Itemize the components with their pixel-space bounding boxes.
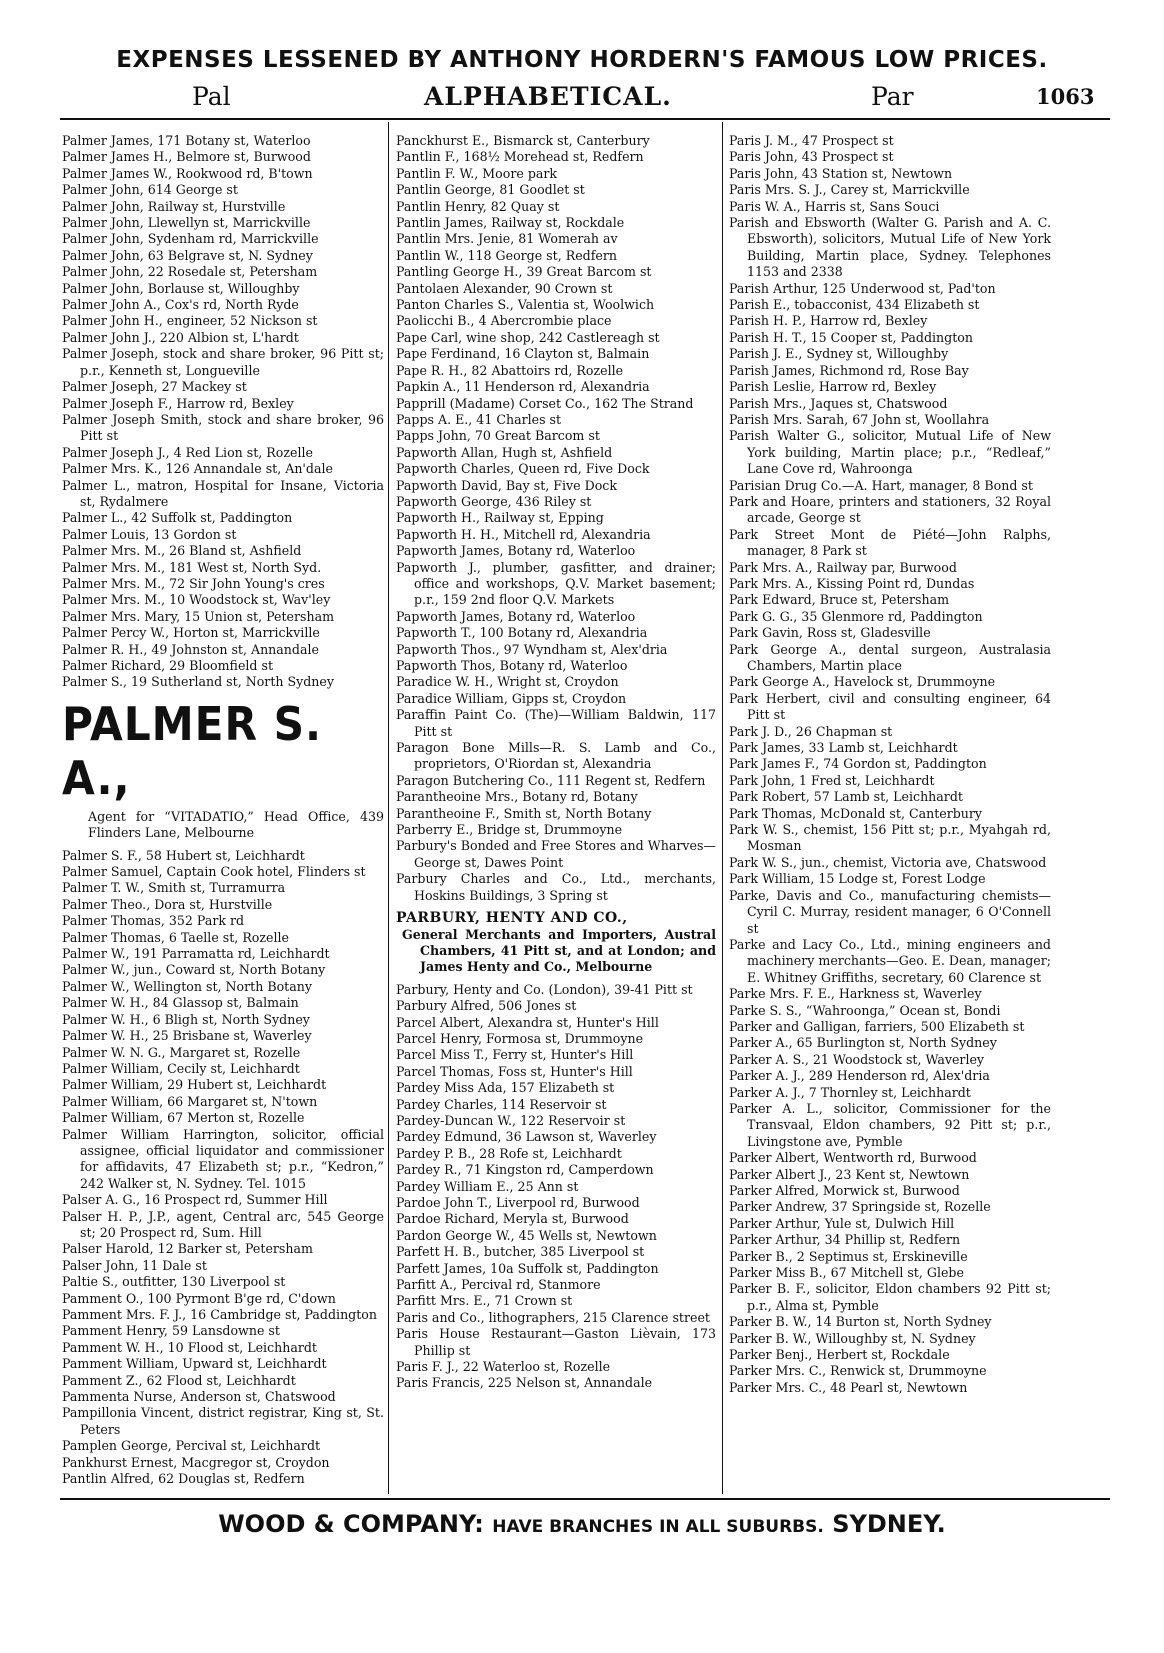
directory-entry: Palmer John, Llewellyn st, Marrickville	[62, 215, 311, 231]
column-2	[396, 133, 716, 1392]
directory-entry: Parfett James, 10a Suffolk st, Paddington	[396, 1260, 659, 1276]
directory-entry: Palmer Mrs. M., 181 West st, North Syd.	[62, 559, 322, 575]
directory-entry: Palmer Louis, 13 Gordon st	[62, 526, 237, 542]
directory-entry: Palser John, 11 Dale st	[62, 1257, 207, 1273]
directory-entry: Parish J. E., Sydney st, Willoughby	[729, 346, 949, 362]
header-title: ALPHABETICAL.	[424, 82, 672, 111]
directory-entry: Paris and Co., lithographers, 215 Clarence street	[396, 1309, 710, 1325]
directory-entry: Papworth J., plumber, gasfitter, and drainer; office and workshops, Q.V. Market basement; p.r., 159 2nd floor Q.V. Markets	[396, 559, 716, 608]
directory-entry: Pantolaen Alexander, 90 Crown st	[396, 280, 613, 296]
directory-entry: Paris W. A., Harris st, Sans Souci	[729, 198, 940, 214]
directory-entry: Park John, 1 Fred st, Leichhardt	[729, 772, 935, 788]
column-divider-left	[388, 122, 389, 1494]
directory-entry: Parbury Alfred, 506 Jones st	[396, 998, 577, 1014]
directory-entry: Parker B., 2 Septimus st, Erskineville	[729, 1248, 968, 1264]
directory-entry: Palmer W. H., 25 Brisbane st, Waverley	[62, 1028, 312, 1044]
directory-entry: Park J. D., 26 Chapman st	[729, 723, 893, 739]
directory-entry: Palmer Joseph Smith, stock and share broker, 96 Pitt st	[62, 411, 384, 444]
directory-entry: Parke S. S., “Wahroonga,” Ocean st, Bondi	[729, 1002, 1001, 1018]
directory-entry: Parbury, Henty and Co. (London), 39-41 Pitt st	[396, 981, 693, 997]
directory-entry: Parker Mrs. C., 48 Pearl st, Newtown	[729, 1379, 968, 1395]
directory-entry: Parke and Lacy Co., Ltd., mining engineers and machinery merchants—Geo. E. Dean, manager; E. Whitney Griffiths, secretary, 60 Clarence st	[729, 936, 1051, 985]
directory-entry: Parish Arthur, 125 Underwood st, Pad'ton	[729, 280, 996, 296]
directory-entry: Pantlin F. W., Moore park	[396, 165, 558, 181]
column-divider-right	[722, 122, 723, 1494]
directory-entry: Pape Ferdinand, 16 Clayton st, Balmain	[396, 346, 650, 362]
column-1	[62, 133, 384, 1487]
column-2-entries	[396, 133, 716, 904]
directory-entry: Pamment O., 100 Pyrmont B'ge rd, C'down	[62, 1290, 336, 1306]
directory-entry: Parker Miss B., 67 Mitchell st, Glebe	[729, 1265, 964, 1281]
parbury-advert-name: PARBURY, HENTY AND CO.,	[396, 910, 628, 927]
directory-entry: Park Robert, 57 Lamb st, Leichhardt	[729, 789, 963, 805]
directory-entry: Palmer W. H., 6 Bligh st, North Sydney	[62, 1011, 310, 1027]
directory-entry: Palmer Thomas, 6 Taelle st, Rozelle	[62, 929, 289, 945]
directory-entry: Park William, 15 Lodge st, Forest Lodge	[729, 871, 986, 887]
directory-entry: Papworth George, 436 Riley st	[396, 493, 592, 509]
directory-entry: Pampillonia Vincent, district registrar, King st, St. Peters	[62, 1405, 384, 1437]
directory-entry: Park Herbert, civil and consulting engineer, 64 Pitt st	[729, 690, 1051, 723]
directory-entry: Palmer L., 42 Suffolk st, Paddington	[62, 510, 293, 526]
directory-entry: Parish Walter G., solicitor, Mutual Life of New York building, Martin place; p.r., “Redleaf,” Lane Cove rd, Wahroonga	[729, 428, 1051, 477]
directory-entry: Palmer William Harrington, solicitor, official assignee, official liquidator and commissioner for affidavits, 47 Elizabeth st; p.r., “Kedron,” 242 Walker st, N. Sydney. Tel. 1015	[62, 1126, 384, 1191]
directory-entry: Parker A. L., solicitor, Commissioner for the Transvaal, Eldon chambers, 92 Pitt st; p.r., Livingstone ave, Pymble	[729, 1100, 1051, 1149]
directory-entry: Pape Carl, wine shop, 242 Castlereagh st	[396, 329, 660, 345]
directory-entry: Papworth David, Bay st, Five Dock	[396, 477, 617, 493]
directory-entry: Papworth T., 100 Botany rd, Alexandria	[396, 625, 648, 641]
directory-entry: Parker and Galligan, farriers, 500 Elizabeth st	[729, 1018, 1025, 1034]
directory-entry: Palser A. G., 16 Prospect rd, Summer Hill	[62, 1192, 328, 1208]
directory-entry: Park George A., dental surgeon, Australasia Chambers, Martin place	[729, 641, 1051, 673]
directory-entry: Park Edward, Bruce st, Petersham	[729, 592, 950, 608]
directory-entry: Papworth James, Botany rd, Waterloo	[396, 608, 636, 624]
directory-entry: Pantlin Alfred, 62 Douglas st, Redfern	[62, 1471, 305, 1487]
directory-entry: Palmer James W., Rookwood rd, B'town	[62, 165, 313, 181]
directory-entry: Pardey P. B., 28 Rofe st, Leichhardt	[396, 1145, 622, 1161]
directory-entry: Palmer L., matron, Hospital for Insane, Victoria st, Rydalmere	[62, 477, 384, 509]
directory-entry: Park Street Mont de Piété—John Ralphs, manager, 8 Park st	[729, 526, 1051, 559]
directory-entry: Parantheoine F., Smith st, North Botany	[396, 805, 652, 821]
directory-entry: Palmer John, Sydenham rd, Marrickville	[62, 231, 319, 247]
directory-entry: Palmer Joseph, stock and share broker, 96 Pitt st; p.r., Kenneth st, Longueville	[62, 346, 384, 378]
directory-entry: Parish Mrs. Sarah, 67 John st, Woollahra	[729, 411, 990, 427]
directory-entry: Park Mrs. A., Kissing Point rd, Dundas	[729, 575, 975, 591]
directory-entry: Palmer John, 22 Rosedale st, Petersham	[62, 264, 318, 280]
column-1-entries	[62, 133, 384, 691]
directory-entry: Palmer Mrs. M., 10 Woodstock st, Wav'ley	[62, 592, 331, 608]
column-2-entries-continued	[396, 982, 716, 1392]
directory-entry: Pamment William, Upward st, Leichhardt	[62, 1356, 327, 1372]
directory-entry: Parker B. W., Willoughby st, N. Sydney	[729, 1330, 976, 1346]
directory-entry: Panton Charles S., Valentia st, Woolwich	[396, 297, 655, 313]
directory-entry: Park W. S., jun., chemist, Victoria ave, Chatswood	[729, 854, 1047, 870]
top-banner: EXPENSES LESSENED BY ANTHONY HORDERN'S FAMOUS LOW PRICES.	[116, 47, 1048, 73]
directory-entry: Parcel Albert, Alexandra st, Hunter's Hill	[396, 1014, 659, 1030]
directory-entry: Pantlin George, 81 Goodlet st	[396, 182, 585, 198]
directory-entry: Parantheoine Mrs., Botany rd, Botany	[396, 789, 638, 805]
directory-entry: Parker B. F., solicitor, Eldon chambers 92 Pitt st; p.r., Alma st, Pymble	[729, 1281, 1051, 1313]
directory-entry: Pammenta Nurse, Anderson st, Chatswood	[62, 1389, 336, 1405]
directory-entry: Pamment Henry, 59 Lansdowne st	[62, 1323, 280, 1339]
directory-entry: Parker Mrs. C., Renwick st, Drummoyne	[729, 1363, 987, 1379]
directory-entry: Paradice W. H., Wright st, Croydon	[396, 674, 619, 690]
directory-entry: Pantlin James, Railway st, Rockdale	[396, 215, 625, 231]
header-rule	[60, 118, 1110, 120]
directory-entry: Parbury Charles and Co., Ltd., merchants, Hoskins Buildings, 3 Spring st	[396, 871, 716, 903]
header-left-guide: Pal	[192, 82, 231, 111]
directory-entry: Parker A. S., 21 Woodstock st, Waverley	[729, 1051, 985, 1067]
directory-entry: Palmer W. H., 84 Glassop st, Balmain	[62, 995, 299, 1011]
directory-entry: Palmer Mrs. M., 72 Sir John Young's cres	[62, 575, 325, 591]
directory-entry: Parker Alfred, Morwick st, Burwood	[729, 1183, 960, 1198]
directory-entry: Parish H. T., 15 Cooper st, Paddington	[729, 329, 973, 345]
directory-entry: Parish and Ebsworth (Walter G. Parish and A. C. Ebsworth), solicitors, Mutual Life of New York Building, Martin place, Sydney. Telephones 1153 and 2338	[729, 215, 1051, 280]
palmer-advert-text: Agent for “VITADATIO,” Head Office, 439 Flinders Lane, Melbourne	[88, 808, 384, 841]
directory-entry: Palser Harold, 12 Barker st, Petersham	[62, 1241, 313, 1257]
directory-entry: Parish H. P., Harrow rd, Bexley	[729, 313, 928, 329]
directory-entry: Paolicchi B., 4 Abercrombie place	[396, 313, 612, 329]
directory-entry: Palmer Thomas, 352 Park rd	[62, 913, 245, 929]
directory-entry: Papworth Thos, Botany rd, Waterloo	[396, 658, 628, 673]
directory-entry: Pardey Edmund, 36 Lawson st, Waverley	[396, 1129, 657, 1145]
directory-entry: Parfett H. B., butcher, 385 Liverpool st	[396, 1244, 645, 1260]
directory-entry: Paris John, 43 Station st, Newtown	[729, 165, 953, 181]
directory-entry: Parfitt Mrs. E., 71 Crown st	[396, 1293, 573, 1309]
directory-entry: Pape R. H., 82 Abattoirs rd, Rozelle	[396, 362, 624, 378]
page-header	[60, 82, 1110, 118]
directory-entry: Parfitt A., Percival rd, Stanmore	[396, 1277, 601, 1293]
directory-entry: Papps A. E., 41 Charles st	[396, 411, 562, 427]
directory-entry: Pantlin Henry, 82 Quay st	[396, 198, 560, 214]
directory-entry: Pamment Mrs. F. J., 16 Cambridge st, Paddington	[62, 1307, 378, 1322]
directory-entry: Palmer John, 63 Belgrave st, N. Sydney	[62, 247, 313, 263]
directory-entry: Palmer T. W., Smith st, Turramurra	[62, 880, 286, 896]
directory-entry: Pardey-Duncan W., 122 Reservoir st	[396, 1112, 626, 1128]
directory-entry: Palmer John, 614 George st	[62, 182, 238, 198]
directory-entry: Palmer Joseph F., Harrow rd, Bexley	[62, 395, 294, 411]
directory-entry: Pantlin Mrs. Jenie, 81 Womerah av	[396, 231, 618, 247]
directory-entry: Papworth Charles, Queen rd, Five Dock	[396, 461, 650, 477]
directory-entry: Parish E., tobacconist, 434 Elizabeth st	[729, 297, 980, 313]
page-footer	[0, 1509, 1164, 1542]
directory-entry: Pardey Charles, 114 Reservoir st	[396, 1096, 607, 1112]
directory-entry: Palmer William, 67 Merton st, Rozelle	[62, 1110, 305, 1126]
directory-entry: Paris F. J., 22 Waterloo st, Rozelle	[396, 1359, 611, 1375]
directory-entry: Palmer S. F., 58 Hubert st, Leichhardt	[62, 847, 305, 863]
directory-entry: Pantlin F., 168½ Morehead st, Redfern	[396, 149, 644, 165]
directory-entry: Parker Arthur, 34 Phillip st, Redfern	[729, 1232, 961, 1248]
header-right-guide: Par	[871, 82, 914, 111]
directory-entry: Park Thomas, McDonald st, Canterbury	[729, 805, 983, 821]
directory-entry: Panckhurst E., Bismarck st, Canterbury	[396, 133, 650, 148]
column-3	[729, 133, 1051, 1396]
directory-entry: Parker A. J., 289 Henderson rd, Alex'dria	[729, 1068, 990, 1084]
directory-entry: Park Mrs. A., Railway par, Burwood	[729, 559, 957, 575]
directory-entry: Pamment Z., 62 Flood st, Leichhardt	[62, 1372, 296, 1388]
directory-entry: Park James F., 74 Gordon st, Paddington	[729, 756, 987, 772]
directory-entry: Palmer Mrs. Mary, 15 Union st, Petersham	[62, 608, 335, 624]
directory-entry: Pamplen George, Percival st, Leichhardt	[62, 1438, 321, 1454]
directory-entry: Palmer John J., 220 Albion st, L'hardt	[62, 329, 299, 345]
directory-entry: Palmer Richard, 29 Bloomfield st	[62, 658, 274, 673]
directory-entry: Palmer Percy W., Horton st, Marrickville	[62, 625, 320, 641]
directory-entry: Pardey R., 71 Kingston rd, Camperdown	[396, 1162, 654, 1178]
directory-entry: Paris Mrs. S. J., Carey st, Marrickville	[729, 182, 970, 198]
footer-company: WOOD & COMPANY:	[218, 1510, 484, 1538]
directory-entry: Paragon Butchering Co., 111 Regent st, Redfern	[396, 772, 706, 788]
directory-entry: Parker A. J., 7 Thornley st, Leichhardt	[729, 1084, 971, 1100]
directory-entry: Pantlin W., 118 George st, Redfern	[396, 247, 617, 263]
directory-entry: Palser H. P., J.P., agent, Central arc, 545 George st; 20 Prospect rd, Sum. Hill	[62, 1208, 384, 1240]
directory-entry: Pantling George H., 39 Great Barcom st	[396, 264, 652, 280]
directory-entry: Palmer Theo., Dora st, Hurstville	[62, 896, 273, 912]
directory-entry: Parker Albert J., 23 Kent st, Newtown	[729, 1166, 970, 1182]
directory-entry: Papkin A., 11 Henderson rd, Alexandria	[396, 379, 650, 395]
footer-city: SYDNEY.	[832, 1510, 946, 1538]
directory-entry: Parker Arthur, Yule st, Dulwich Hill	[729, 1215, 955, 1231]
directory-entry: Parke Mrs. F. E., Harkness st, Waverley	[729, 986, 982, 1002]
directory-entry: Papworth Thos., 97 Wyndham st, Alex'dria	[396, 641, 668, 657]
directory-entry: Pardoe John T., Liverpool rd, Burwood	[396, 1195, 640, 1210]
directory-entry: Parish James, Richmond rd, Rose Bay	[729, 362, 969, 378]
directory-entry: Papworth H. H., Mitchell rd, Alexandria	[396, 526, 651, 542]
directory-entry: Palmer W., 191 Parramatta rd, Leichhardt	[62, 946, 330, 962]
directory-entry: Palmer William, Cecily st, Leichhardt	[62, 1060, 300, 1076]
directory-entry: Pankhurst Ernest, Macgregor st, Croydon	[62, 1454, 330, 1470]
directory-entry: Palmer Samuel, Captain Cook hotel, Flinders st	[62, 864, 366, 880]
directory-entry: Parcel Miss T., Ferry st, Hunter's Hill	[396, 1047, 634, 1063]
directory-entry: Palmer James, 171 Botany st, Waterloo	[62, 133, 311, 148]
directory-entry: Papworth James, Botany rd, Waterloo	[396, 543, 636, 559]
directory-entry: Papworth Allan, Hugh st, Ashfield	[396, 444, 613, 460]
directory-entry: Parberry E., Bridge st, Drummoyne	[396, 822, 623, 838]
directory-entry: Palmer Mrs. M., 26 Bland st, Ashfield	[62, 543, 302, 559]
directory-entry: Pardoe Richard, Meryla st, Burwood	[396, 1211, 629, 1227]
directory-entry: Parker B. W., 14 Burton st, North Sydney	[729, 1314, 992, 1330]
directory-entry: Paragon Bone Mills—R. S. Lamb and Co., proprietors, O'Riordan st, Alexandria	[396, 740, 716, 772]
directory-entry: Palmer John H., engineer, 52 Nickson st	[62, 313, 318, 329]
directory-entry: Palmer Mrs. K., 126 Annandale st, An'dale	[62, 461, 333, 477]
directory-entry: Parke, Davis and Co., manufacturing chemists—Cyril C. Murray, resident manager, 6 O'Connell st	[729, 887, 1051, 936]
directory-entry: Paradice William, Gipps st, Croydon	[396, 690, 627, 706]
directory-entry: Pardey William E., 25 Ann st	[396, 1178, 579, 1194]
column-3-entries	[729, 133, 1051, 1396]
directory-entry: Palmer Joseph, 27 Mackey st	[62, 379, 247, 395]
directory-entry: Parbury's Bonded and Free Stores and Wharves—George st, Dawes Point	[396, 838, 716, 870]
directory-entry: Parish Mrs., Jaques st, Chatswood	[729, 395, 948, 411]
directory-entry: Palmer James H., Belmore st, Burwood	[62, 149, 311, 165]
directory-entry: Palmer R. H., 49 Johnston st, Annandale	[62, 641, 319, 657]
directory-entry: Paraffin Paint Co. (The)—William Baldwin, 117 Pitt st	[396, 707, 716, 739]
directory-entry: Palmer W., Wellington st, North Botany	[62, 978, 312, 994]
directory-entry: Palmer William, 29 Hubert st, Leichhardt	[62, 1077, 327, 1093]
directory-entry: Pardey Miss Ada, 157 Elizabeth st	[396, 1080, 615, 1096]
column-1-entries-continued	[62, 848, 384, 1488]
directory-entry: Palmer W. N. G., Margaret st, Rozelle	[62, 1044, 301, 1060]
directory-entry: Park James, 33 Lamb st, Leichhardt	[729, 740, 958, 756]
directory-entry: Palmer John, Borlause st, Willoughby	[62, 280, 300, 296]
directory-entry: Parker Albert, Wentworth rd, Burwood	[729, 1150, 977, 1166]
directory-entry: Palmer John, Railway st, Hurstville	[62, 198, 286, 214]
directory-entry: Parker A., 65 Burlington st, North Sydney	[729, 1035, 997, 1051]
directory-entry: Palmer S., 19 Sutherland st, North Sydney	[62, 674, 334, 690]
footer-branches: HAVE BRANCHES IN ALL SUBURBS.	[492, 1517, 824, 1537]
directory-entry: Parish Leslie, Harrow rd, Bexley	[729, 379, 937, 395]
palmer-advert-name: PALMER S. A.,	[62, 696, 323, 805]
directory-entry: Paltie S., outfitter, 130 Liverpool st	[62, 1274, 286, 1290]
directory-entry: Park and Hoare, printers and stationers, 32 Royal arcade, George st	[729, 493, 1051, 526]
directory-entry: Paris J. M., 47 Prospect st	[729, 133, 894, 148]
directory-entry: Papprill (Madame) Corset Co., 162 The Strand	[396, 395, 694, 411]
directory-entry: Palmer W., jun., Coward st, North Botany	[62, 962, 326, 978]
directory-entry: Papworth H., Railway st, Epping	[396, 510, 604, 526]
directory-entry: Parker Benj., Herbert st, Rockdale	[729, 1347, 950, 1363]
parbury-advert-text: General Merchants and Importers, Austral Chambers, 41 Pitt st, and at London; and James Henty and Co., Melbourne	[402, 926, 716, 975]
directory-entry: Paris John, 43 Prospect st	[729, 149, 894, 165]
directory-entry: Park George A., Havelock st, Drummoyne	[729, 674, 996, 690]
directory-entry: Parcel Henry, Formosa st, Drummoyne	[396, 1030, 644, 1046]
directory-entry: Park G. G., 35 Glenmore rd, Paddington	[729, 608, 983, 624]
directory-entry: Palmer Joseph J., 4 Red Lion st, Rozelle	[62, 444, 313, 460]
directory-entry: Pardon George W., 45 Wells st, Newtown	[396, 1227, 657, 1243]
directory-entry: Palmer William, 66 Margaret st, N'town	[62, 1093, 318, 1109]
directory-entry: Paris House Restaurant—Gaston Lièvain, 173 Phillip st	[396, 1326, 716, 1358]
page-number: 1063	[1036, 84, 1095, 109]
footer-rule	[60, 1498, 1110, 1500]
directory-entry: Park W. S., chemist, 156 Pitt st; p.r., Myahgah rd, Mosman	[729, 822, 1051, 854]
directory-entry: Papps John, 70 Great Barcom st	[396, 428, 600, 444]
directory-entry: Parker Andrew, 37 Springside st, Rozelle	[729, 1199, 991, 1215]
directory-entry: Palmer John A., Cox's rd, North Ryde	[62, 297, 299, 313]
directory-entry: Parcel Thomas, Foss st, Hunter's Hill	[396, 1063, 633, 1079]
directory-entry: Pamment W. H., 10 Flood st, Leichhardt	[62, 1339, 317, 1355]
directory-entry: Park Gavin, Ross st, Gladesville	[729, 625, 931, 641]
directory-entry: Paris Francis, 225 Nelson st, Annandale	[396, 1375, 653, 1391]
directory-entry: Parisian Drug Co.—A. Hart, manager, 8 Bond st	[729, 477, 1033, 493]
